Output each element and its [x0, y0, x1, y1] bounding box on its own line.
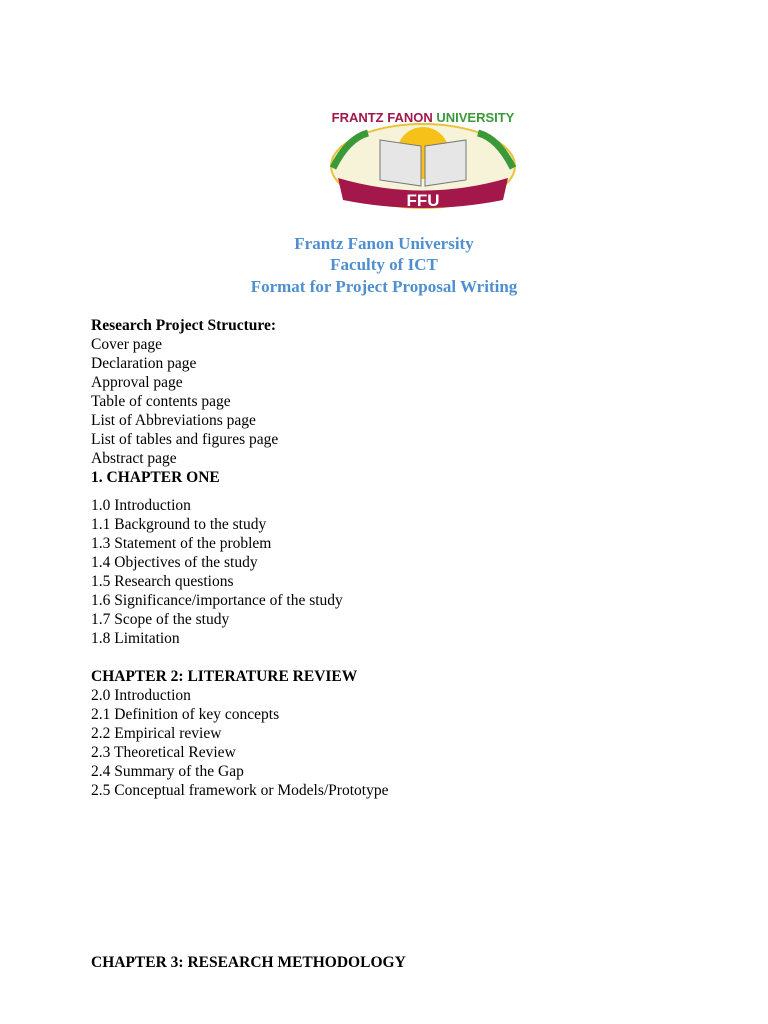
- list-item: Cover page: [91, 336, 163, 353]
- document-title: Format for Project Proposal Writing: [250, 277, 518, 296]
- list-item: 1.6 Significance/importance of the study: [91, 592, 343, 609]
- chapter-one-heading: 1. CHAPTER ONE: [91, 469, 220, 486]
- list-item: 2.0 Introduction: [91, 687, 191, 704]
- list-item: 1.3 Statement of the problem: [91, 535, 272, 552]
- list-item: Declaration page: [91, 355, 197, 372]
- list-item: 2.4 Summary of the Gap: [91, 763, 244, 780]
- list-item: 1.5 Research questions: [91, 573, 234, 590]
- chapter-two-heading: CHAPTER 2: LITERATURE REVIEW: [91, 668, 358, 685]
- list-item: Table of contents page: [91, 393, 231, 410]
- university-name: Frantz Fanon University: [294, 234, 474, 253]
- university-logo: [308, 108, 538, 213]
- list-item: 1.1 Background to the study: [91, 516, 267, 533]
- list-item: 2.5 Conceptual framework or Models/Prototype: [91, 782, 389, 799]
- list-item: 2.1 Definition of key concepts: [91, 706, 280, 723]
- svg-text:FRANTZ FANON UNIVERSITY: FRANTZ FANON UNIVERSITY: [331, 110, 515, 125]
- chapter-three-heading: CHAPTER 3: RESEARCH METHODOLOGY: [91, 954, 406, 971]
- structure-heading: Research Project Structure:: [91, 317, 277, 334]
- list-item: 1.7 Scope of the study: [91, 611, 230, 628]
- list-item: 2.3 Theoretical Review: [91, 744, 236, 761]
- list-item: Approval page: [91, 374, 183, 391]
- list-item: 1.4 Objectives of the study: [91, 554, 258, 571]
- list-item: List of Abbreviations page: [91, 412, 256, 429]
- list-item: 1.0 Introduction: [91, 497, 191, 514]
- faculty-name: Faculty of ICT: [330, 255, 438, 274]
- list-item: 2.2 Empirical review: [91, 725, 222, 742]
- svg-text:FFU: FFU: [406, 191, 440, 210]
- list-item: Abstract page: [91, 450, 177, 467]
- list-item: List of tables and figures page: [91, 431, 279, 448]
- list-item: 1.8 Limitation: [91, 630, 180, 647]
